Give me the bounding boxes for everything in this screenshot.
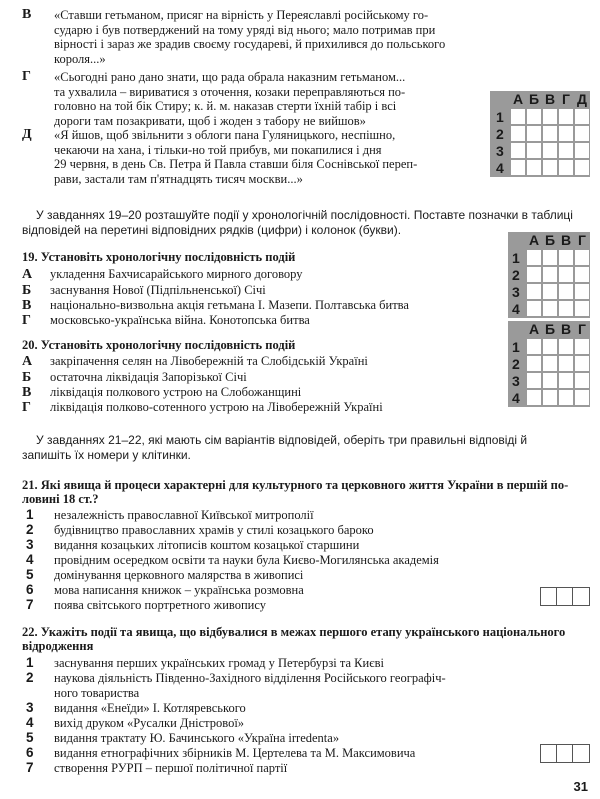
title-line: 22. Укажіть події та явища, що відбувалися в межах першого етапу українського національного xyxy=(22,625,566,639)
grid-col-header: Г xyxy=(562,91,570,107)
q20-title: 20. Установіть хронологічну послідовність подій xyxy=(22,338,296,352)
option-number: 1 xyxy=(26,507,34,522)
option-letter: В xyxy=(22,298,32,313)
option-number: 4 xyxy=(26,715,34,730)
grid-cell[interactable] xyxy=(543,373,557,388)
option-text: ного товариства xyxy=(54,685,140,700)
option-text: наукова діяльність Південно-Західного відділення Російського географіч- xyxy=(54,671,446,685)
option-text: видання козацьких літописів коштом козацької старшини xyxy=(54,538,360,552)
option-text: будівництво православних храмів у стилі козацького бароко xyxy=(54,523,374,537)
option-line: дороги там позакривати, щоб і жоден з табору не вийшов» xyxy=(54,113,366,128)
grid-cell[interactable] xyxy=(527,250,541,265)
option-number: 2 xyxy=(26,522,34,537)
grid-col-header: А xyxy=(512,91,524,107)
grid-cell[interactable] xyxy=(527,284,541,299)
grid-cell[interactable] xyxy=(511,109,525,124)
option-letter: А xyxy=(22,354,33,369)
option-text: заснування Нової (Підпільненської) Січі xyxy=(50,283,266,297)
grid-row-number: 1 xyxy=(496,109,504,125)
grid-cell[interactable] xyxy=(559,284,573,299)
q19-option xyxy=(22,313,310,329)
grid-row-number: 3 xyxy=(496,143,504,159)
grid-cell[interactable] xyxy=(575,160,589,175)
option-line: «Сьогодні рано дано знати, що рада обрала наказним гетьманом... xyxy=(54,70,406,84)
grid-cell[interactable] xyxy=(559,109,573,124)
grid-col-header: В xyxy=(560,232,572,248)
q21-title xyxy=(22,478,582,506)
option-text: провідним осередком освіти та науки була Києво-Могилянська академія xyxy=(54,553,439,567)
option-line: та ухвалила – вириватися з оточення, козаки переправляються по- xyxy=(54,84,406,99)
option-line: головно на той бік Стиру; к. й. м. наказав стерти їхній табір і всі xyxy=(54,99,397,113)
grid-col-header: Г xyxy=(578,321,586,337)
grid-col-header: А xyxy=(528,321,540,337)
grid-cell[interactable] xyxy=(575,390,589,405)
grid-cell[interactable] xyxy=(543,339,557,354)
option-text: створення РУРП – першої політичної партії xyxy=(54,761,288,775)
grid-cell[interactable] xyxy=(543,284,557,299)
option-letter: Г xyxy=(22,400,31,415)
option-text: вихід друком «Русалки Дністрової» xyxy=(54,716,245,730)
option-number: 5 xyxy=(26,567,34,582)
option-text: заснування перших українських громад у Петербурзі та Києві xyxy=(54,656,384,670)
q19-option xyxy=(22,267,303,283)
option-line: рави, застали там п'ятнадцять тисяч москви...» xyxy=(54,171,303,186)
grid-cell[interactable] xyxy=(575,267,589,282)
option-letter: А xyxy=(22,267,33,282)
grid-cell[interactable] xyxy=(543,250,557,265)
cell-divider xyxy=(572,588,573,605)
option-text: домінування церковного малярства в живописі xyxy=(54,568,304,582)
option-text: мова написання книжок – українська розмовна xyxy=(54,583,304,597)
grid-cell[interactable] xyxy=(527,126,541,141)
instruction-19-20: У завданнях 19–20 розташуйте події у хронологічній послідовності. Поставте позначки в таблиці відповідей на перетині відповідних рядків (цифри) і колонок (букви). xyxy=(22,208,573,237)
grid-row-number: 1 xyxy=(512,339,520,355)
grid-col-header: Д xyxy=(577,91,587,107)
grid-cell[interactable] xyxy=(559,160,573,175)
option-line: сударю і був потверджений на тому уряді від нього; мало потримав при xyxy=(54,22,436,37)
q19-option xyxy=(22,283,266,299)
option-letter: Д xyxy=(22,127,32,142)
option-text: видання етнографічних збірників М. Цертелева та М. Максимовича xyxy=(54,746,416,760)
q21-answer-cells[interactable] xyxy=(540,587,590,606)
grid-cell[interactable] xyxy=(527,390,541,405)
option-letter: Б xyxy=(22,370,32,385)
grid-row-number: 3 xyxy=(512,373,520,389)
grid-row-number: 3 xyxy=(512,284,520,300)
q20-option xyxy=(22,354,368,370)
grid-col-header: Б xyxy=(544,232,556,248)
answer-grid-q20 xyxy=(508,321,590,407)
grid-row-number: 2 xyxy=(512,356,520,372)
option-letter: В xyxy=(22,385,32,400)
option-number: 6 xyxy=(26,745,34,760)
grid-cell[interactable] xyxy=(559,356,573,371)
q22-option xyxy=(26,671,446,700)
option-line: «Ставши гетьманом, присяг на вірність у Переяславлі російському го- xyxy=(54,8,429,22)
grid-cell[interactable] xyxy=(575,356,589,371)
grid-cell[interactable] xyxy=(543,160,557,175)
grid-cell[interactable] xyxy=(575,339,589,354)
option-number: 4 xyxy=(26,552,34,567)
option-line: короля...» xyxy=(54,51,106,66)
grid-cell[interactable] xyxy=(575,373,589,388)
grid-col-header: Б xyxy=(544,321,556,337)
grid-cell[interactable] xyxy=(527,160,541,175)
grid-cell[interactable] xyxy=(527,301,541,316)
q21-option xyxy=(26,568,303,583)
cell-divider xyxy=(572,745,573,762)
cell-divider xyxy=(556,588,557,605)
q22-option xyxy=(26,716,244,731)
grid-cell[interactable] xyxy=(575,284,589,299)
option-letter: Б xyxy=(22,283,32,298)
grid-col-header: Б xyxy=(528,91,540,107)
grid-cell[interactable] xyxy=(559,126,573,141)
option-letter: Г xyxy=(22,69,31,84)
option-text: видання трактату Ю. Бачинського «Україна irredenta» xyxy=(54,731,340,745)
grid-cell[interactable] xyxy=(543,356,557,371)
grid-cell[interactable] xyxy=(559,339,573,354)
q22-option xyxy=(26,731,339,746)
q22-option xyxy=(26,656,384,671)
grid-cell[interactable] xyxy=(575,250,589,265)
grid-cell[interactable] xyxy=(543,126,557,141)
grid-col-header: В xyxy=(544,91,556,107)
grid-cell[interactable] xyxy=(575,301,589,316)
option-number: 1 xyxy=(26,655,34,670)
grid-cell[interactable] xyxy=(527,143,541,158)
option-text: закріпачення селян на Лівобережній та Слобідській Україні xyxy=(50,354,368,368)
q22-option xyxy=(26,746,415,761)
option-number: 5 xyxy=(26,730,34,745)
q20-option xyxy=(22,400,383,416)
answer-grid-q18 xyxy=(490,91,590,177)
q20-option xyxy=(22,370,247,386)
grid-cell[interactable] xyxy=(559,373,573,388)
grid-cell[interactable] xyxy=(543,301,557,316)
grid-row-number: 2 xyxy=(512,267,520,283)
q21-option xyxy=(26,508,314,523)
grid-col-header: Г xyxy=(578,232,586,248)
instruction-21-22: У завданнях 21–22, які мають сім варіантів відповідей, оберіть три правильні відповіді й запишіть їх номери у клітинки. xyxy=(22,433,528,462)
q21-option xyxy=(26,538,359,553)
option-letter: В xyxy=(22,7,32,22)
grid-row-number: 2 xyxy=(496,126,504,142)
q21-option xyxy=(26,583,304,598)
grid-cell[interactable] xyxy=(575,143,589,158)
option-text: укладення Бахчисарайського мирного договору xyxy=(50,267,303,281)
grid-cell[interactable] xyxy=(559,250,573,265)
grid-row-number: 4 xyxy=(512,390,520,406)
q21-option xyxy=(26,598,266,613)
grid-cell[interactable] xyxy=(543,143,557,158)
option-number: 7 xyxy=(26,597,34,612)
option-line: чекаючи на хана, і тільки-но той прибув, ми покапилися і дня xyxy=(54,142,382,157)
grid-cell[interactable] xyxy=(575,126,589,141)
option-text: видання «Енеїди» І. Котляревського xyxy=(54,701,246,715)
grid-cell[interactable] xyxy=(527,373,541,388)
cell-divider xyxy=(556,745,557,762)
option-number: 7 xyxy=(26,760,34,775)
grid-cell[interactable] xyxy=(543,390,557,405)
page-number: 31 xyxy=(573,779,588,794)
q22-option xyxy=(26,761,287,776)
grid-cell[interactable] xyxy=(527,356,541,371)
q21-option xyxy=(26,553,439,568)
grid-cell[interactable] xyxy=(527,267,541,282)
title-line: ловині 18 ст.? xyxy=(22,492,99,506)
option-line: «Я йшов, щоб звільнити з облоги пана Гуляницького, неспішно, xyxy=(54,128,396,142)
grid-cell[interactable] xyxy=(527,339,541,354)
option-line: вірності і зараз же зрадив своєму государеві, й прихилився до польського xyxy=(54,37,446,51)
grid-row-number: 4 xyxy=(496,160,504,176)
option-number: 3 xyxy=(26,700,34,715)
title-line: 21. Які явища й процеси характерні для культурного та церковного життя України в першій по- xyxy=(22,478,569,492)
grid-cell[interactable] xyxy=(543,109,557,124)
option-number: 3 xyxy=(26,537,34,552)
grid-cell[interactable] xyxy=(559,267,573,282)
option-line: 29 червня, в день Св. Петра й Павла ставши біля Соснівської переп- xyxy=(54,157,418,171)
option-text: остаточна ліквідація Запорізької Січі xyxy=(50,370,247,384)
q20-option xyxy=(22,385,301,401)
grid-col-header: В xyxy=(560,321,572,337)
grid-cell[interactable] xyxy=(527,109,541,124)
q22-option xyxy=(26,701,246,716)
grid-cell[interactable] xyxy=(511,143,525,158)
grid-cell[interactable] xyxy=(559,390,573,405)
grid-cell[interactable] xyxy=(559,301,573,316)
option-letter: Г xyxy=(22,313,31,328)
grid-cell[interactable] xyxy=(511,126,525,141)
q19-title: 19. Установіть хронологічну послідовність подій xyxy=(22,250,296,264)
grid-col-header: А xyxy=(528,232,540,248)
grid-row-number: 4 xyxy=(512,301,520,317)
grid-cell[interactable] xyxy=(511,160,525,175)
q18-option-v xyxy=(22,8,600,66)
q19-option xyxy=(22,298,409,314)
q22-answer-cells[interactable] xyxy=(540,744,590,763)
option-text: московсько-українська війна. Конотопська битва xyxy=(50,313,310,327)
q22-title xyxy=(22,625,592,653)
grid-cell[interactable] xyxy=(575,109,589,124)
option-text: поява світського портретного живопису xyxy=(54,598,266,612)
option-number: 2 xyxy=(26,670,34,685)
answer-grid-q19 xyxy=(508,232,590,318)
option-text: національно-визвольна акція гетьмана І. Мазепи. Полтавська битва xyxy=(50,298,409,312)
option-text: ліквідація полкового устрою на Слобожанщині xyxy=(50,385,302,399)
title-line: відродження xyxy=(22,639,94,653)
grid-cell[interactable] xyxy=(543,267,557,282)
q21-option xyxy=(26,523,374,538)
option-text: незалежність православної Київської митрополії xyxy=(54,508,314,522)
option-number: 6 xyxy=(26,582,34,597)
grid-cell[interactable] xyxy=(559,143,573,158)
grid-row-number: 1 xyxy=(512,250,520,266)
option-text: ліквідація полково-сотенного устрою на Лівобережній Україні xyxy=(50,400,383,414)
